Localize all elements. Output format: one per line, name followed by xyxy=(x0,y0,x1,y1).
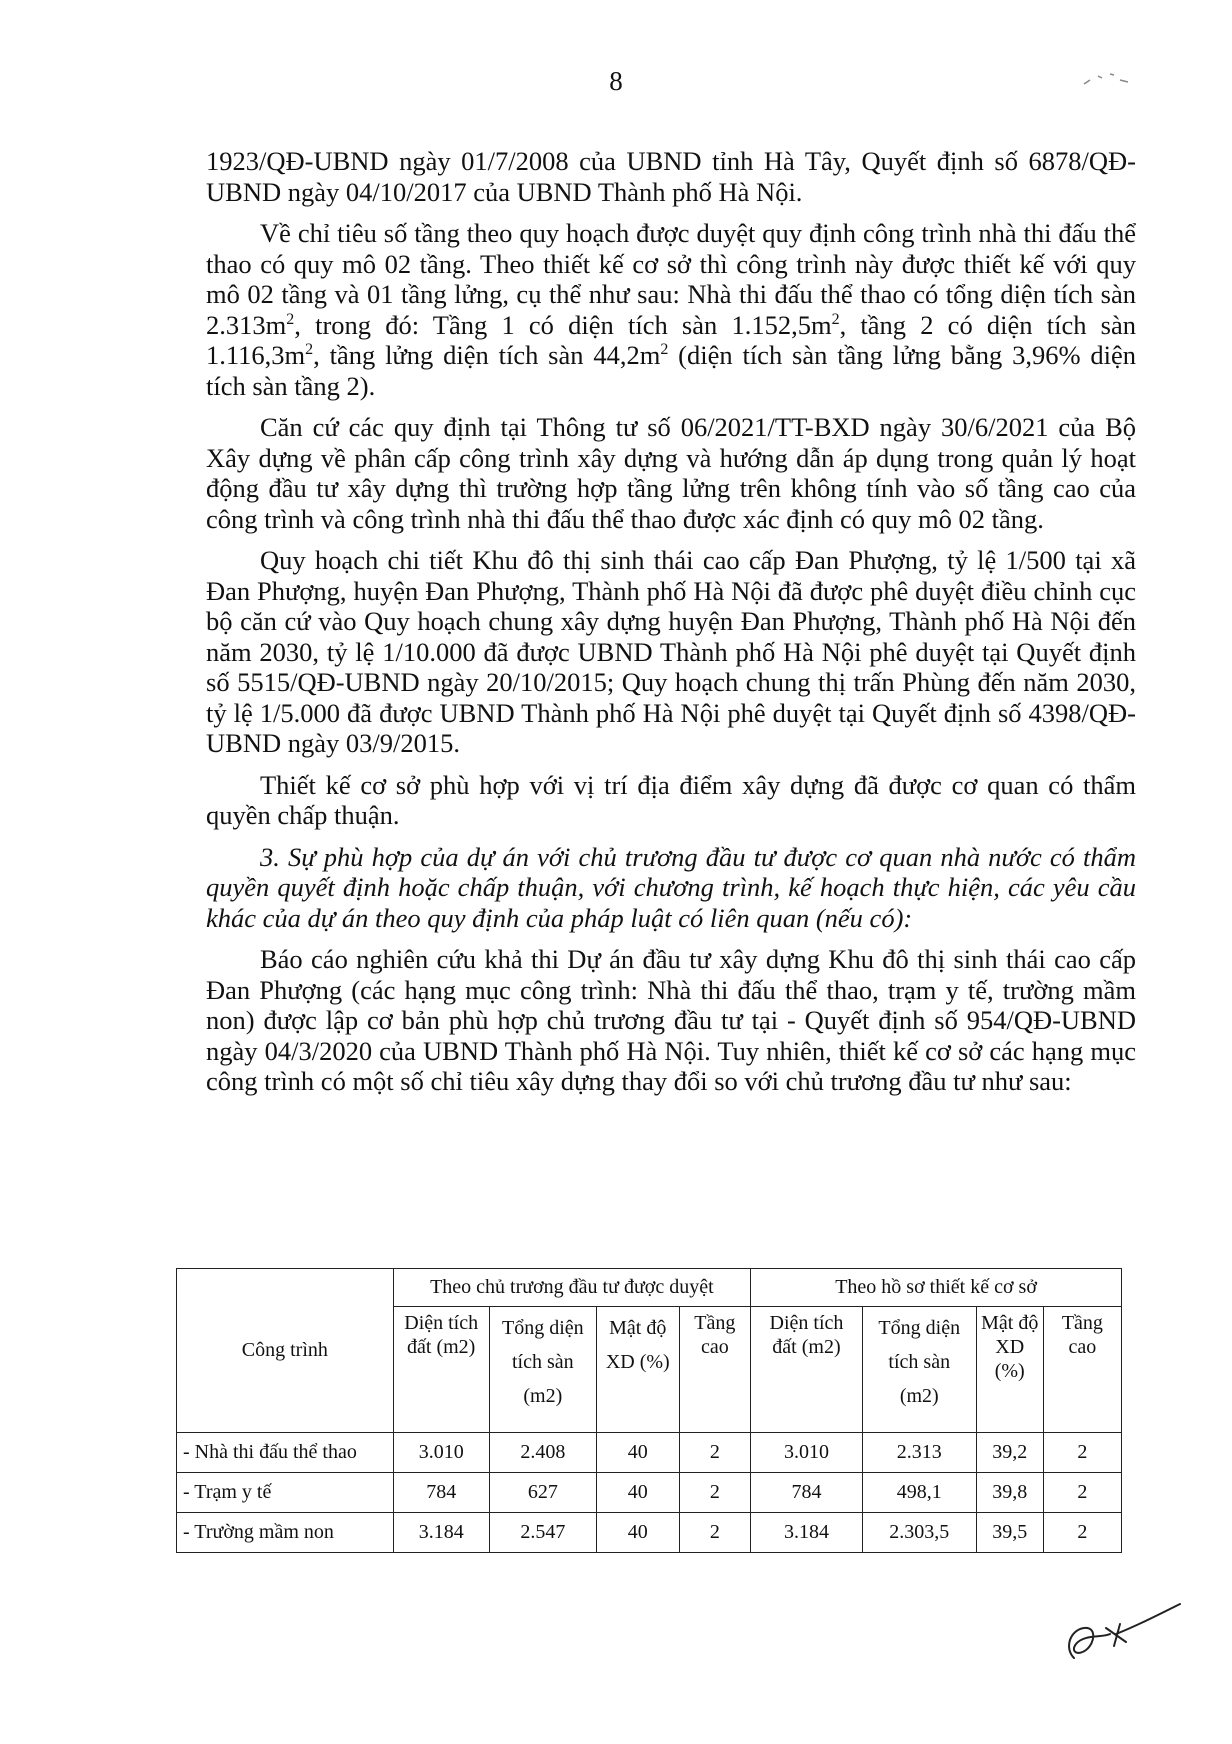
table-cell: 3.010 xyxy=(751,1433,863,1473)
scan-mark xyxy=(1080,66,1140,96)
sub-header: Mật độ XD (%) xyxy=(976,1307,1043,1433)
table-cell: 2 xyxy=(1043,1473,1121,1513)
table-cell: 784 xyxy=(393,1473,489,1513)
paragraph: Báo cáo nghiên cứu khả thi Dự án đầu tư xây dựng Khu đô thị sinh thái cao cấp Đan Phượng (các hạng mục công trình: Nhà thi đấu thể thao, trạm y tế, trường mầm non) được lập cơ bản phù hợp chủ trương đầu tư tại - Quyết định số 954/QĐ-UBND ngày 04/3/2020 của UBND Thành phố Hà Nội. Tuy nhiên, thiết kế cơ sở các hạng mục công trình có một số chỉ tiêu xây dựng thay đổi so với chủ trương đầu tư như sau: xyxy=(206,944,1136,1096)
paragraph: 1923/QĐ-UBND ngày 01/7/2008 của UBND tỉnh Hà Tây, Quyết định số 6878/QĐ-UBND ngày 04/10/2017 của UBND Thành phố Hà Nội. xyxy=(206,146,1136,207)
table-cell: 3.010 xyxy=(393,1433,489,1473)
paragraph: Căn cứ các quy định tại Thông tư số 06/2021/TT-BXD ngày 30/6/2021 của Bộ Xây dựng về phân cấp công trình xây dựng và hướng dẫn áp dụng trong quản lý hoạt động đầu tư xây dựng thì trường hợp tầng lửng trên không tính vào số tầng cao của công trình và công trình nhà thi đấu thể thao được xác định có quy mô 02 tầng. xyxy=(206,412,1136,534)
col-header-cong-trinh: Công trình xyxy=(177,1269,394,1433)
table-cell: 3.184 xyxy=(393,1513,489,1553)
sub-header: Tầng cao xyxy=(1043,1307,1121,1433)
table-cell: 2 xyxy=(679,1473,751,1513)
sub-header: Diện tích đất (m2) xyxy=(393,1307,489,1433)
document-body xyxy=(206,146,1136,1097)
table-cell: 2 xyxy=(1043,1513,1121,1553)
table-cell: 2.408 xyxy=(489,1433,596,1473)
initials-signature xyxy=(1056,1598,1186,1668)
table-cell: 39,2 xyxy=(976,1433,1043,1473)
table-cell: 39,8 xyxy=(976,1473,1043,1513)
sub-header: Tầng cao xyxy=(679,1307,751,1433)
sub-header: Tổng diện tích sàn (m2) xyxy=(489,1307,596,1433)
table-cell: 3.184 xyxy=(751,1513,863,1553)
table-cell: 2.547 xyxy=(489,1513,596,1553)
paragraph-floors: Về chỉ tiêu số tầng theo quy hoạch được duyệt quy định công trình nhà thi đấu thể thao có quy mô 02 tầng. Theo thiết kế cơ sở thì công trình này được thiết kế với quy mô 02 tầng và 01 tầng lửng, cụ thể như sau: Nhà thi đấu thể thao có tổng diện tích sàn $2.313m^2$, trong đó: Tầng 1 có diện tích sàn $1.152,5m^2$, tầng 2 có diện tích sàn $1.116,3m^2$, tầng lửng diện tích sàn $44,2m^2$ (diện tích sàn tầng lửng bằng 3,96% diện tích sàn tầng 2). xyxy=(206,218,1136,401)
row-label: - Trạm y tế xyxy=(177,1473,394,1513)
table-cell: 2 xyxy=(679,1513,751,1553)
table-cell: 39,5 xyxy=(976,1513,1043,1553)
section-heading: 3. Sự phù hợp của dự án với chủ trương đầu tư được cơ quan nhà nước có thẩm quyền quyết định hoặc chấp thuận, với chương trình, kế hoạch thực hiện, các yêu cầu khác của dự án theo quy định của pháp luật có liên quan (nếu có): xyxy=(206,841,1136,933)
page-number: 8 xyxy=(609,66,623,96)
table-cell: 498,1 xyxy=(862,1473,976,1513)
paragraph: Quy hoạch chi tiết Khu đô thị sinh thái cao cấp Đan Phượng, tỷ lệ 1/500 tại xã Đan Phượng, huyện Đan Phượng, Thành phố Hà Nội đã được phê duyệt điều chỉnh cục bộ căn cứ vào Quy hoạch chung xây dựng huyện Đan Phượng, Thành phố Hà Nội đến năm 2030, tỷ lệ 1/10.000 đã được UBND Thành phố Hà Nội phê duyệt tại Quyết định số 5515/QĐ-UBND ngày 20/10/2015; Quy hoạch chung thị trấn Phùng đến năm 2030, tỷ lệ 1/5.000 đã được UBND Thành phố Hà Nội phê duyệt tại Quyết định số 4398/QĐ-UBND ngày 03/9/2015. xyxy=(206,545,1136,758)
table-cell: 2.303,5 xyxy=(862,1513,976,1553)
table-row xyxy=(177,1513,1122,1553)
sub-header: Mật độ XD (%) xyxy=(596,1307,679,1433)
row-label: - Nhà thi đấu thể thao xyxy=(177,1433,394,1473)
sub-header: Tổng diện tích sàn (m2) xyxy=(862,1307,976,1433)
table-cell: 40 xyxy=(596,1473,679,1513)
group-header-approved: Theo chủ trương đầu tư được duyệt xyxy=(393,1269,750,1307)
table-cell: 784 xyxy=(751,1473,863,1513)
table-cell: 2 xyxy=(679,1433,751,1473)
table-cell: 2 xyxy=(1043,1433,1121,1473)
paragraph: Thiết kế cơ sở phù hợp với vị trí địa điểm xây dựng đã được cơ quan có thẩm quyền chấp thuận. xyxy=(206,769,1136,830)
row-label: - Trường mầm non xyxy=(177,1513,394,1553)
table-row xyxy=(177,1473,1122,1513)
construction-metrics-table xyxy=(176,1268,1122,1553)
table-cell: 40 xyxy=(596,1433,679,1473)
table-row xyxy=(177,1433,1122,1473)
table-cell: 2.313 xyxy=(862,1433,976,1473)
sub-header: Diện tích đất (m2) xyxy=(751,1307,863,1433)
table-cell: 627 xyxy=(489,1473,596,1513)
group-header-design: Theo hồ sơ thiết kế cơ sở xyxy=(751,1269,1122,1307)
table-cell: 40 xyxy=(596,1513,679,1553)
